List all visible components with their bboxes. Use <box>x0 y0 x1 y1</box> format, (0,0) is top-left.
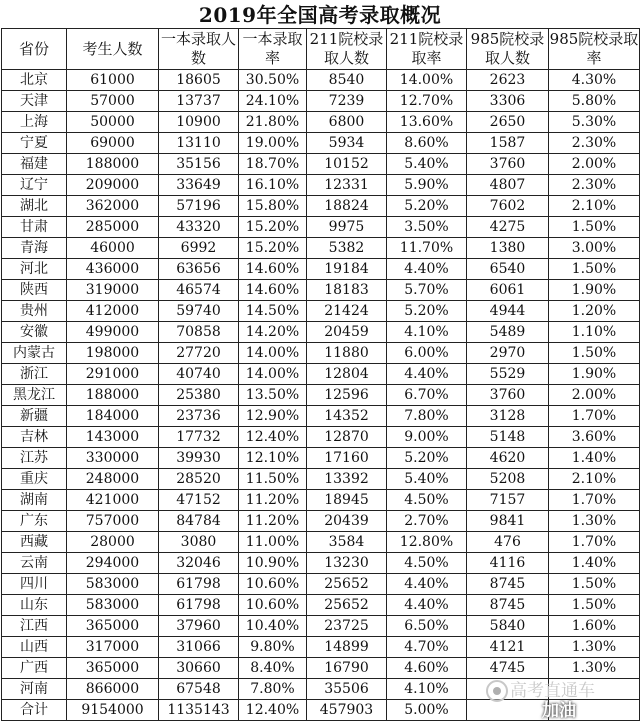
total-row <box>2 700 640 721</box>
cell-tier1-rate: 11.50% <box>239 469 307 490</box>
cell-tier1-rate: 16.10% <box>239 175 307 196</box>
cell-211-admitted: 14352 <box>307 406 387 427</box>
cell-211-rate: 4.40% <box>387 364 467 385</box>
cell-211-admitted: 12804 <box>307 364 387 385</box>
cell-985-rate: 1.50% <box>549 574 640 595</box>
cell-province: 山西 <box>2 637 67 658</box>
cell-candidates: 143000 <box>67 427 159 448</box>
cell-candidates: 866000 <box>67 679 159 700</box>
cell-tier1-rate: 21.80% <box>239 112 307 133</box>
cell-985-admitted: 2623 <box>467 70 549 91</box>
header-tier1-rate: 一本录取率 <box>239 29 307 70</box>
header-tier1-admitted: 一本录取人数 <box>159 29 239 70</box>
cell-211-admitted: 19184 <box>307 259 387 280</box>
cell-211-admitted: 18824 <box>307 196 387 217</box>
cell-985-admitted: 4807 <box>467 175 549 196</box>
cell-tier1-rate: 12.10% <box>239 448 307 469</box>
cell-985-admitted: 5148 <box>467 427 549 448</box>
cell-211-rate: 4.60% <box>387 658 467 679</box>
cell-985-rate: 1.70% <box>549 490 640 511</box>
cell-tier1-admitted: 33649 <box>159 175 239 196</box>
total-985-rate <box>549 700 640 721</box>
cell-211-admitted: 18945 <box>307 490 387 511</box>
cell-985-rate: 1.90% <box>549 280 640 301</box>
cell-candidates: 412000 <box>67 301 159 322</box>
cell-211-admitted: 12870 <box>307 427 387 448</box>
table-row <box>2 679 640 700</box>
table-row <box>2 343 640 364</box>
cell-211-admitted: 23725 <box>307 616 387 637</box>
cell-candidates: 291000 <box>67 364 159 385</box>
cell-province: 西藏 <box>2 532 67 553</box>
cell-province: 贵州 <box>2 301 67 322</box>
table-row <box>2 511 640 532</box>
cell-985-rate: 2.10% <box>549 196 640 217</box>
cell-985-admitted: 8745 <box>467 574 549 595</box>
cell-tier1-rate: 10.90% <box>239 553 307 574</box>
table-row <box>2 322 640 343</box>
cell-tier1-rate: 30.50% <box>239 70 307 91</box>
cell-candidates: 365000 <box>67 658 159 679</box>
cell-tier1-admitted: 39930 <box>159 448 239 469</box>
cell-tier1-rate: 11.00% <box>239 532 307 553</box>
cell-211-rate: 9.00% <box>387 427 467 448</box>
table-row <box>2 574 640 595</box>
table-row <box>2 301 640 322</box>
cell-985-rate: 1.70% <box>549 532 640 553</box>
table-row <box>2 238 640 259</box>
cell-985-rate: 2.00% <box>549 154 640 175</box>
cell-province: 黑龙江 <box>2 385 67 406</box>
cell-province: 江西 <box>2 616 67 637</box>
header-985-rate: 985院校录取率 <box>549 29 640 70</box>
cell-tier1-admitted: 40740 <box>159 364 239 385</box>
cell-tier1-rate: 14.00% <box>239 364 307 385</box>
cell-candidates: 583000 <box>67 574 159 595</box>
total-tier1-rate: 12.40% <box>239 700 307 721</box>
cell-candidates: 319000 <box>67 280 159 301</box>
cell-211-admitted: 11880 <box>307 343 387 364</box>
cell-985-rate: 1.50% <box>549 217 640 238</box>
table-row <box>2 70 640 91</box>
cell-985-admitted: 476 <box>467 532 549 553</box>
cell-tier1-admitted: 70858 <box>159 322 239 343</box>
cell-211-rate: 8.60% <box>387 133 467 154</box>
cell-985-admitted: 9841 <box>467 511 549 532</box>
table-body <box>2 70 640 700</box>
cell-211-admitted: 5382 <box>307 238 387 259</box>
cell-tier1-admitted: 46574 <box>159 280 239 301</box>
table-row <box>2 259 640 280</box>
cell-985-rate: 1.60% <box>549 616 640 637</box>
cell-985-admitted: 4944 <box>467 301 549 322</box>
cell-985-admitted: 4116 <box>467 553 549 574</box>
cell-985-admitted: 2970 <box>467 343 549 364</box>
cell-211-rate: 7.80% <box>387 406 467 427</box>
cell-province: 湖北 <box>2 196 67 217</box>
cell-candidates: 362000 <box>67 196 159 217</box>
cell-candidates: 317000 <box>67 637 159 658</box>
cell-province: 河北 <box>2 259 67 280</box>
cell-tier1-rate: 10.40% <box>239 616 307 637</box>
cell-211-rate: 13.60% <box>387 112 467 133</box>
cell-985-rate: 1.40% <box>549 448 640 469</box>
table-row <box>2 154 640 175</box>
cell-candidates: 198000 <box>67 343 159 364</box>
cell-tier1-admitted: 10900 <box>159 112 239 133</box>
cell-985-admitted: 7602 <box>467 196 549 217</box>
table-row <box>2 364 640 385</box>
cell-tier1-admitted: 27720 <box>159 343 239 364</box>
cell-985-rate: 1.20% <box>549 301 640 322</box>
cell-985-admitted: 5840 <box>467 616 549 637</box>
table-row <box>2 385 640 406</box>
cell-211-rate: 11.70% <box>387 238 467 259</box>
cell-tier1-admitted: 57196 <box>159 196 239 217</box>
cell-211-admitted: 5934 <box>307 133 387 154</box>
header-211-rate: 211院校录取率 <box>387 29 467 70</box>
cell-province: 江苏 <box>2 448 67 469</box>
cell-province: 新疆 <box>2 406 67 427</box>
table-title: 2019年全国高考录取概况 <box>198 3 442 27</box>
table-row <box>2 280 640 301</box>
cell-candidates: 69000 <box>67 133 159 154</box>
cell-211-admitted: 20459 <box>307 322 387 343</box>
table-row <box>2 637 640 658</box>
total-candidates: 9154000 <box>67 700 159 721</box>
total-211-rate: 5.00% <box>387 700 467 721</box>
table-row <box>2 217 640 238</box>
cell-candidates: 28000 <box>67 532 159 553</box>
cell-211-rate: 4.70% <box>387 637 467 658</box>
header-candidates: 考生人数 <box>67 29 159 70</box>
cell-tier1-rate: 10.60% <box>239 595 307 616</box>
cell-211-rate: 4.10% <box>387 679 467 700</box>
cell-province: 上海 <box>2 112 67 133</box>
cell-985-rate: 1.10% <box>549 322 640 343</box>
cell-211-rate: 5.90% <box>387 175 467 196</box>
admission-table <box>1 28 640 721</box>
cell-tier1-rate: 11.20% <box>239 490 307 511</box>
table-row <box>2 658 640 679</box>
cell-province: 山东 <box>2 595 67 616</box>
cell-985-admitted: 6540 <box>467 259 549 280</box>
cell-211-admitted: 13230 <box>307 553 387 574</box>
cell-985-admitted: 2650 <box>467 112 549 133</box>
cell-province: 安徽 <box>2 322 67 343</box>
cell-candidates: 61000 <box>67 70 159 91</box>
cell-province: 辽宁 <box>2 175 67 196</box>
cell-985-rate: 1.40% <box>549 553 640 574</box>
cell-candidates: 365000 <box>67 616 159 637</box>
cell-211-rate: 6.50% <box>387 616 467 637</box>
total-tier1-admitted: 1135143 <box>159 700 239 721</box>
cell-985-admitted: 1380 <box>467 238 549 259</box>
cell-candidates: 757000 <box>67 511 159 532</box>
cell-tier1-rate: 12.40% <box>239 427 307 448</box>
cell-province: 宁夏 <box>2 133 67 154</box>
cell-tier1-rate: 11.20% <box>239 511 307 532</box>
cell-211-admitted: 25652 <box>307 595 387 616</box>
cell-tier1-admitted: 3080 <box>159 532 239 553</box>
cell-province: 北京 <box>2 70 67 91</box>
cell-211-admitted: 10152 <box>307 154 387 175</box>
cell-candidates: 188000 <box>67 385 159 406</box>
cell-985-admitted: 3760 <box>467 385 549 406</box>
cell-211-admitted: 9975 <box>307 217 387 238</box>
cell-tier1-admitted: 23736 <box>159 406 239 427</box>
cell-candidates: 57000 <box>67 91 159 112</box>
cell-tier1-admitted: 35156 <box>159 154 239 175</box>
cell-tier1-rate: 14.50% <box>239 301 307 322</box>
cell-211-admitted: 3584 <box>307 532 387 553</box>
cell-province: 重庆 <box>2 469 67 490</box>
cell-province: 河南 <box>2 679 67 700</box>
cell-province: 天津 <box>2 91 67 112</box>
cell-province: 湖南 <box>2 490 67 511</box>
cell-tier1-rate: 12.90% <box>239 406 307 427</box>
table-row <box>2 616 640 637</box>
cell-tier1-rate: 14.00% <box>239 343 307 364</box>
cell-tier1-admitted: 17732 <box>159 427 239 448</box>
cell-tier1-rate: 15.20% <box>239 217 307 238</box>
cell-985-admitted <box>467 679 549 700</box>
cell-211-rate: 4.40% <box>387 574 467 595</box>
watermark-slogan: 加油 <box>542 701 576 721</box>
cell-985-admitted: 7157 <box>467 490 549 511</box>
cell-candidates: 330000 <box>67 448 159 469</box>
cell-211-admitted: 6800 <box>307 112 387 133</box>
cell-tier1-rate: 9.80% <box>239 637 307 658</box>
cell-province: 广西 <box>2 658 67 679</box>
table-row <box>2 427 640 448</box>
cell-985-admitted: 8745 <box>467 595 549 616</box>
cell-985-admitted: 4121 <box>467 637 549 658</box>
cell-211-admitted: 12331 <box>307 175 387 196</box>
cell-211-admitted: 8540 <box>307 70 387 91</box>
cell-211-admitted: 7239 <box>307 91 387 112</box>
cell-985-rate: 1.30% <box>549 658 640 679</box>
cell-province: 广东 <box>2 511 67 532</box>
cell-tier1-rate: 13.50% <box>239 385 307 406</box>
table-row <box>2 175 640 196</box>
cell-211-rate: 4.40% <box>387 259 467 280</box>
cell-985-rate: 5.80% <box>549 91 640 112</box>
cell-tier1-admitted: 59740 <box>159 301 239 322</box>
cell-985-rate: 2.00% <box>549 385 640 406</box>
cell-tier1-admitted: 37960 <box>159 616 239 637</box>
cell-985-rate: 5.30% <box>549 112 640 133</box>
cell-985-rate: 3.00% <box>549 238 640 259</box>
cell-tier1-admitted: 63656 <box>159 259 239 280</box>
cell-tier1-rate: 14.60% <box>239 280 307 301</box>
header-211-admitted: 211院校录取人数 <box>307 29 387 70</box>
cell-985-admitted: 5489 <box>467 322 549 343</box>
cell-211-admitted: 35506 <box>307 679 387 700</box>
cell-province: 内蒙古 <box>2 343 67 364</box>
total-211-admitted: 457903 <box>307 700 387 721</box>
table-row <box>2 490 640 511</box>
cell-211-rate: 4.50% <box>387 553 467 574</box>
cell-211-rate: 12.70% <box>387 91 467 112</box>
cell-211-rate: 3.50% <box>387 217 467 238</box>
cell-985-rate: 1.30% <box>549 637 640 658</box>
cell-tier1-rate: 24.10% <box>239 91 307 112</box>
cell-211-admitted: 25652 <box>307 574 387 595</box>
cell-211-admitted: 21424 <box>307 301 387 322</box>
cell-tier1-admitted: 28520 <box>159 469 239 490</box>
cell-province: 陕西 <box>2 280 67 301</box>
cell-211-rate: 6.00% <box>387 343 467 364</box>
cell-985-admitted: 5208 <box>467 469 549 490</box>
cell-985-rate: 2.30% <box>549 133 640 154</box>
cell-tier1-admitted: 30660 <box>159 658 239 679</box>
table-row <box>2 595 640 616</box>
cell-province: 云南 <box>2 553 67 574</box>
cell-985-rate: 4.30% <box>549 70 640 91</box>
cell-985-rate: 2.30% <box>549 175 640 196</box>
cell-tier1-admitted: 67548 <box>159 679 239 700</box>
cell-985-rate <box>549 679 640 700</box>
cell-985-admitted: 6061 <box>467 280 549 301</box>
cell-province: 青海 <box>2 238 67 259</box>
cell-985-admitted: 4745 <box>467 658 549 679</box>
cell-tier1-admitted: 13737 <box>159 91 239 112</box>
cell-tier1-rate: 14.60% <box>239 259 307 280</box>
cell-985-rate: 2.10% <box>549 469 640 490</box>
table-row <box>2 532 640 553</box>
cell-tier1-rate: 19.00% <box>239 133 307 154</box>
cell-985-rate: 1.70% <box>549 406 640 427</box>
cell-985-rate: 1.50% <box>549 259 640 280</box>
table-row <box>2 91 640 112</box>
cell-candidates: 46000 <box>67 238 159 259</box>
cell-tier1-rate: 14.20% <box>239 322 307 343</box>
cell-tier1-admitted: 43320 <box>159 217 239 238</box>
cell-211-admitted: 20439 <box>307 511 387 532</box>
cell-province: 四川 <box>2 574 67 595</box>
cell-985-rate: 1.50% <box>549 343 640 364</box>
cell-985-rate: 1.30% <box>549 511 640 532</box>
cell-candidates: 583000 <box>67 595 159 616</box>
cell-candidates: 436000 <box>67 259 159 280</box>
table-row <box>2 133 640 154</box>
table-row <box>2 112 640 133</box>
table-row <box>2 406 640 427</box>
cell-tier1-rate: 15.80% <box>239 196 307 217</box>
cell-tier1-admitted: 25380 <box>159 385 239 406</box>
cell-candidates: 421000 <box>67 490 159 511</box>
cell-985-rate: 1.50% <box>549 595 640 616</box>
cell-tier1-rate: 7.80% <box>239 679 307 700</box>
cell-tier1-rate: 8.40% <box>239 658 307 679</box>
cell-211-rate: 5.20% <box>387 448 467 469</box>
cell-211-admitted: 18183 <box>307 280 387 301</box>
cell-province: 吉林 <box>2 427 67 448</box>
cell-211-admitted: 13392 <box>307 469 387 490</box>
cell-tier1-admitted: 47152 <box>159 490 239 511</box>
cell-candidates: 184000 <box>67 406 159 427</box>
cell-985-admitted: 3128 <box>467 406 549 427</box>
table-row <box>2 553 640 574</box>
cell-211-rate: 5.40% <box>387 154 467 175</box>
cell-tier1-rate: 18.70% <box>239 154 307 175</box>
cell-tier1-admitted: 31066 <box>159 637 239 658</box>
cell-tier1-admitted: 84784 <box>159 511 239 532</box>
cell-211-rate: 5.40% <box>387 469 467 490</box>
cell-tier1-admitted: 61798 <box>159 595 239 616</box>
table-row <box>2 196 640 217</box>
cell-211-admitted: 12596 <box>307 385 387 406</box>
header-985-admitted: 985院校录取人数 <box>467 29 549 70</box>
cell-province: 甘肃 <box>2 217 67 238</box>
watermark-name: 高考直通车 <box>510 681 595 701</box>
cell-985-admitted: 3760 <box>467 154 549 175</box>
cell-985-rate: 3.60% <box>549 427 640 448</box>
header-row <box>2 29 640 70</box>
cell-candidates: 50000 <box>67 112 159 133</box>
cell-211-rate: 14.00% <box>387 70 467 91</box>
cell-211-rate: 6.70% <box>387 385 467 406</box>
cell-211-admitted: 17160 <box>307 448 387 469</box>
cell-211-rate: 5.20% <box>387 301 467 322</box>
cell-tier1-admitted: 32046 <box>159 553 239 574</box>
cell-211-rate: 12.80% <box>387 532 467 553</box>
cell-province: 福建 <box>2 154 67 175</box>
cell-211-rate: 4.10% <box>387 322 467 343</box>
cell-211-rate: 2.70% <box>387 511 467 532</box>
cell-211-admitted: 14899 <box>307 637 387 658</box>
cell-211-rate: 4.50% <box>387 490 467 511</box>
cell-211-rate: 5.20% <box>387 196 467 217</box>
cell-candidates: 209000 <box>67 175 159 196</box>
cell-tier1-rate: 10.60% <box>239 574 307 595</box>
cell-tier1-admitted: 6992 <box>159 238 239 259</box>
table-row <box>2 469 640 490</box>
cell-211-rate: 5.70% <box>387 280 467 301</box>
cell-985-admitted: 4620 <box>467 448 549 469</box>
cell-candidates: 188000 <box>67 154 159 175</box>
cell-985-admitted: 5529 <box>467 364 549 385</box>
cell-985-rate: 1.90% <box>549 364 640 385</box>
cell-211-rate: 4.40% <box>387 595 467 616</box>
cell-tier1-admitted: 13110 <box>159 133 239 154</box>
total-label: 合计 <box>2 700 67 721</box>
cell-985-admitted: 3306 <box>467 91 549 112</box>
cell-985-admitted: 1587 <box>467 133 549 154</box>
cell-candidates: 499000 <box>67 322 159 343</box>
cell-province: 浙江 <box>2 364 67 385</box>
cell-985-admitted: 4275 <box>467 217 549 238</box>
cell-tier1-rate: 15.20% <box>239 238 307 259</box>
total-985-admitted <box>467 700 549 721</box>
cell-candidates: 285000 <box>67 217 159 238</box>
cell-tier1-admitted: 18605 <box>159 70 239 91</box>
table-row <box>2 448 640 469</box>
cell-211-admitted: 16790 <box>307 658 387 679</box>
cell-tier1-admitted: 61798 <box>159 574 239 595</box>
header-province: 省份 <box>2 29 67 70</box>
cell-candidates: 294000 <box>67 553 159 574</box>
cell-candidates: 248000 <box>67 469 159 490</box>
